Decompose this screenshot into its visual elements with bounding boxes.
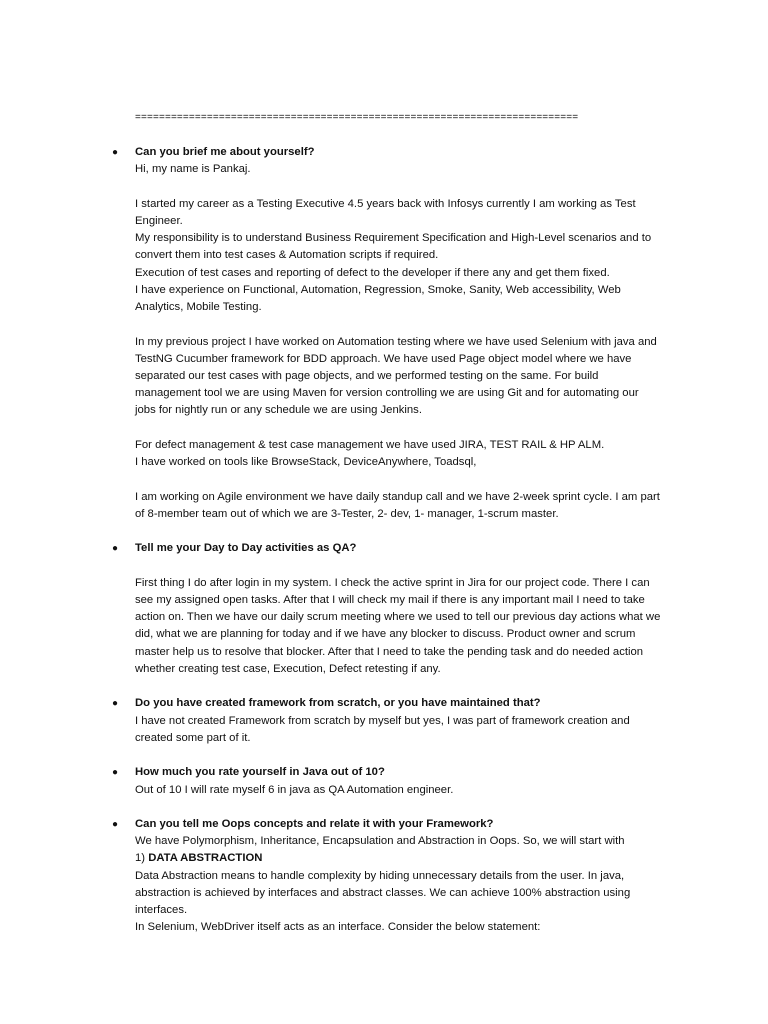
question-heading: Tell me your Day to Day activities as QA? (135, 542, 357, 555)
paragraph-line (135, 850, 262, 867)
paragraph-line: convert them into test cases & Automation scripts if required. (135, 249, 439, 262)
paragraph-line: Data Abstraction means to handle complexity by hiding unnecessary details from the user. In java, (135, 869, 625, 882)
paragraph-line: action on. Then we have our daily scrum meeting where we used to tell our previous day actions what we (135, 611, 661, 624)
paragraph-line: For defect management & test case management we have used JIRA, TEST RAIL & HP ALM. (135, 438, 605, 451)
paragraph-line: I have worked on tools like BrowseStack, DeviceAnywhere, Toadsql, (135, 456, 477, 469)
question-heading: How much you rate yourself in Java out of 10? (135, 766, 385, 779)
paragraph-line: In Selenium, WebDriver itself acts as an interface. Consider the below statement: (135, 921, 541, 934)
list-number: 1) (135, 852, 149, 865)
bullet-icon: ● (112, 767, 119, 779)
separator-line: ========================================================================== (135, 112, 579, 123)
paragraph-line: In my previous project I have worked on Automation testing where we have used Selenium with java and (135, 335, 657, 348)
section-heading: DATA ABSTRACTION (148, 852, 263, 865)
paragraph-line: I started my career as a Testing Executive 4.5 years back with Infosys currently I am working as Test (135, 197, 636, 210)
paragraph-line: I have not created Framework from scratch by myself but yes, I was part of framework creation and (135, 714, 630, 727)
question-heading: Can you brief me about yourself? (135, 146, 315, 158)
bullet-icon: ● (112, 818, 119, 830)
paragraph-line: interfaces. (135, 904, 188, 917)
paragraph-line: We have Polymorphism, Inheritance, Encapsulation and Abstraction in Oops. So, we will start with (135, 835, 625, 848)
paragraph-line: Engineer. (135, 214, 183, 227)
paragraph-line: Out of 10 I will rate myself 6 in java as QA Automation engineer. (135, 783, 454, 796)
paragraph-line: TestNG Cucumber framework for BDD approach. We have used Page object model where we have (135, 352, 632, 365)
paragraph-line: abstraction is achieved by interfaces and abstract classes. We can achieve 100% abstraction using (135, 886, 631, 899)
paragraph-line: Execution of test cases and reporting of defect to the developer if there any and get them fixed. (135, 266, 610, 279)
question-heading: Can you tell me Oops concepts and relate it with your Framework? (135, 817, 494, 830)
paragraph-line: Hi, my name is Pankaj. (135, 163, 251, 176)
paragraph-line: created some part of it. (135, 731, 251, 744)
paragraph-line: separated our test cases with page objects, and we performed testing on the same. For build (135, 369, 599, 382)
paragraph-line: management tool we are using Maven for version controlling we are using Git and for automating our (135, 387, 639, 400)
bullet-icon: ● (112, 698, 119, 710)
paragraph-line: I have experience on Functional, Automation, Regression, Smoke, Sanity, Web accessibility, Web (135, 283, 621, 296)
paragraph-line: Analytics, Mobile Testing. (135, 301, 262, 314)
paragraph-line: master help us to resolve that blocker. After that I need to take the pending task and do needed action (135, 645, 644, 658)
paragraph-line: see my assigned open tasks. After that I will check my mail if there is any important mail I need to take (135, 593, 645, 606)
paragraph-line: jobs for nightly run or any schedule we are using Jenkins. (135, 404, 422, 417)
paragraph-line: My responsibility is to understand Business Requirement Specification and High-Level scenarios and to (135, 232, 652, 245)
paragraph-line: whether creating test case, Execution, Defect retesting if any. (135, 662, 441, 675)
question-heading: Do you have created framework from scratch, or you have maintained that? (135, 697, 541, 710)
paragraph-line: of 8-member team out of which we are 3-Tester, 2- dev, 1- manager, 1-scrum master. (135, 507, 559, 520)
paragraph-line: First thing I do after login in my system. I check the active sprint in Jira for our project code. There I can (135, 576, 650, 589)
paragraph-line: did, what we are planning for today and if we have any blocker to discuss. Product owner and scrum (135, 628, 636, 641)
bullet-icon: ● (112, 147, 119, 158)
bullet-icon: ● (112, 543, 119, 555)
paragraph-line: I am working on Agile environment we have daily standup call and we have 2-week sprint cycle. I am part (135, 490, 660, 503)
